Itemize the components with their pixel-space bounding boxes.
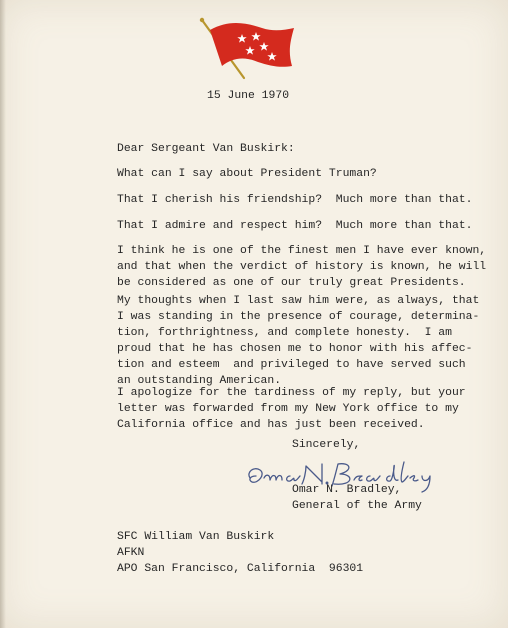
letter-date: 15 June 1970	[207, 90, 290, 102]
paragraph-line: What can I say about President Truman?	[117, 168, 377, 180]
paragraph-line: California office and has just been received.	[117, 419, 425, 431]
paragraph-line: letter was forwarded from my New York office to my	[117, 403, 459, 415]
paragraph-line: That I cherish his friendship? Much more than that.	[117, 194, 473, 206]
paragraph-line: I apologize for the tardiness of my reply, but your	[117, 387, 466, 399]
paragraph-line: That I admire and respect him? Much more than that.	[117, 220, 473, 232]
paragraph-line: I think he is one of the finest men I have ever known,	[117, 245, 487, 257]
paragraph-line: be considered as one of our truly great Presidents.	[117, 277, 466, 289]
five-star-flag-icon	[198, 16, 300, 82]
paragraph-line: and that when the verdict of history is known, he will	[117, 261, 487, 273]
paragraph-1	[117, 166, 467, 182]
signer-title: General of the Army	[292, 500, 422, 512]
paragraph-4	[117, 243, 487, 291]
paragraph-line: My thoughts when I last saw him were, as always, that	[117, 295, 480, 307]
paragraph-line: an outstanding American.	[117, 375, 282, 387]
recipient-address	[117, 529, 363, 577]
page-edge-shadow	[0, 0, 6, 628]
salutation: Dear Sergeant Van Buskirk:	[117, 143, 295, 155]
paragraph-line: I was standing in the presence of courage, determina-	[117, 311, 480, 323]
paragraph-line: tion and esteem and privileged to have served such	[117, 359, 466, 371]
paragraph-6	[117, 385, 467, 433]
paragraph-5	[117, 293, 480, 389]
closing: Sincerely,	[292, 439, 361, 451]
signer-name: Omar N. Bradley,	[292, 484, 402, 496]
address-line: AFKN	[117, 547, 145, 559]
paragraph-line: proud that he has chosen me to honor with his affec-	[117, 343, 473, 355]
address-line: SFC William Van Buskirk	[117, 531, 275, 543]
paragraph-3	[117, 218, 473, 234]
paragraph-line: tion, forthrightness, and complete honesty. I am	[117, 327, 452, 339]
paragraph-2	[117, 192, 473, 208]
address-line: APO San Francisco, California 96301	[117, 563, 364, 575]
